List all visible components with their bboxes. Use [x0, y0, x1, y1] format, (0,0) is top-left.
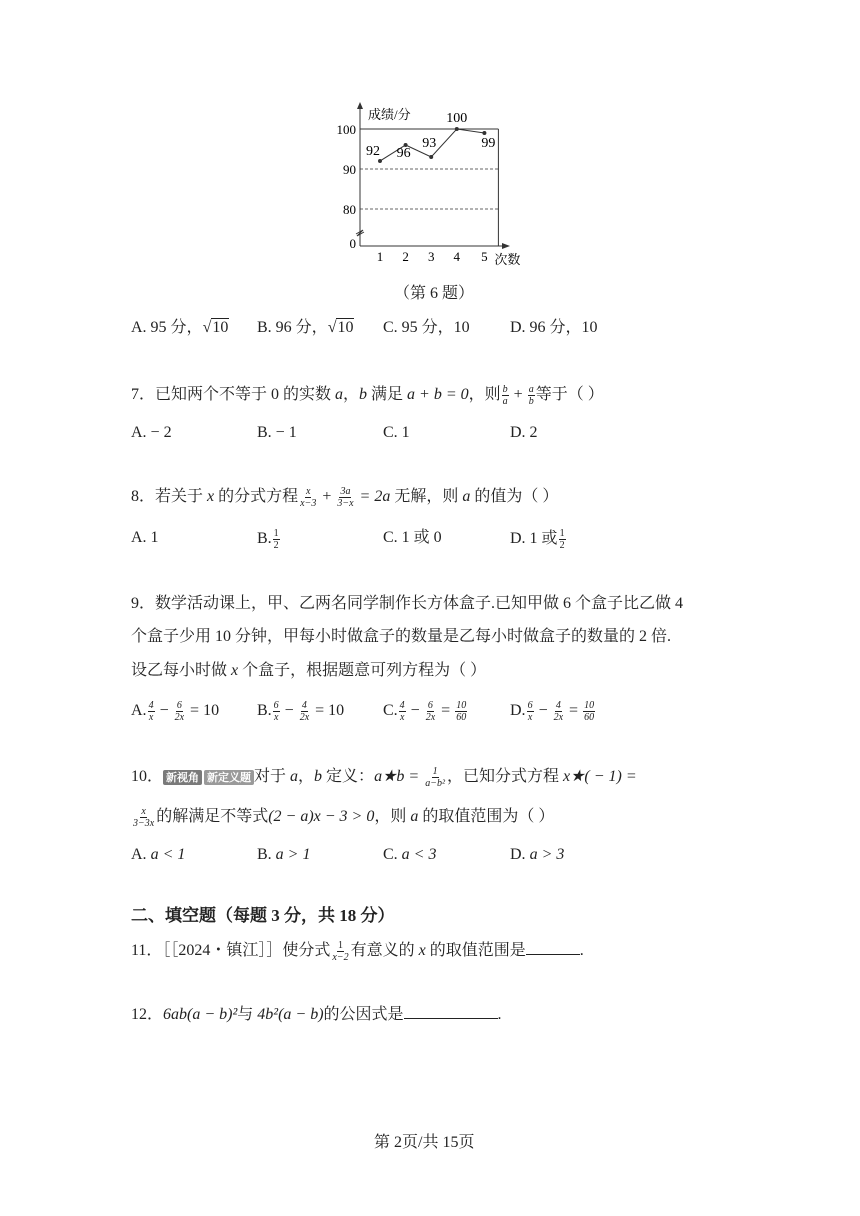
- x-tick-5: 5: [481, 249, 488, 264]
- q7-frac-b-over-a: $\frac{b}{a}$: [502, 384, 508, 407]
- q8-option-c: C. 1 或 0: [383, 529, 442, 546]
- y-tick-80: 80: [343, 202, 356, 217]
- y-axis-label: 成绩/分: [368, 107, 411, 122]
- q10-stem-line-1: 10． 新视角 新定义题 对于 a，b 定义：a★b = $\frac{1}{\text{a−b²}}$ ，已知分式方程 x★( − 1) =: [131, 766, 637, 789]
- q10-option-b: B. a > 1: [257, 846, 311, 863]
- q9-option-c: C. $\frac{4}{x}$ − $\frac{6}{2x}$ = $\frac{10}{60}$: [383, 700, 467, 723]
- q7-option-b: B. − 1: [257, 424, 297, 441]
- q8-stem: 8．若关于 x 的分式方程 $\frac{x}{x-3}$ + $\frac{3a}{3-x}$ = 2a 无解，则 a 的值为（ ）: [131, 486, 559, 509]
- x-tick-3: 3: [427, 249, 435, 264]
- q8-b-frac: $\frac{1}{2}$: [273, 528, 279, 551]
- q9-line-3: 设乙每小时做 x 个盒子，根据题意可列方程为（ ）: [131, 662, 487, 679]
- q6-option-b: B. 96 分，√10: [257, 319, 354, 336]
- q7-option-c: C. 1: [383, 424, 410, 441]
- q8-option-d: D. 1 或 $\frac{1}{2}$: [510, 528, 565, 551]
- q8-frac-2: $\frac{3a}{3-x}$: [337, 486, 354, 509]
- q10-option-a: A. a < 1: [131, 846, 186, 863]
- q6-option-d: D. 96 分，10: [510, 319, 598, 336]
- new-definition-badge: 新定义题: [204, 770, 254, 785]
- figure-caption: （第 6 题）: [394, 285, 475, 302]
- q10-option-c: C. a < 3: [383, 846, 437, 863]
- data-label-4: 100: [446, 111, 468, 126]
- q12-stem: 12．6ab(a − b)²与 4b²(a − b)的公因式是 .: [131, 1006, 502, 1023]
- q11-stem: 11．［［2024・镇江］］使分式 $\frac{1}{x-2}$ 有意义的 x 的取值范围是 .: [131, 940, 584, 963]
- x-axis-arrow: [502, 243, 510, 249]
- q8-option-b: B. $\frac{1}{2}$: [257, 528, 279, 551]
- data-label-1: 92: [366, 144, 380, 159]
- new-perspective-badge: 新视角: [163, 770, 202, 785]
- q8-frac-1: $\frac{x}{x-3}$: [300, 486, 317, 509]
- q9-option-d: D. $\frac{6}{x}$ − $\frac{4}{2x}$ = $\frac{10}{60}$: [510, 700, 595, 723]
- q6-option-a: A. 95 分，√10: [131, 319, 229, 336]
- x-tick-4: 4: [453, 249, 461, 264]
- page-number: 第 2页/共 15页: [374, 1134, 475, 1151]
- data-point-1: [378, 159, 382, 163]
- data-point-4: [455, 127, 459, 131]
- q6-option-c: C. 95 分，10: [383, 319, 470, 336]
- y-axis-arrow: [357, 102, 363, 109]
- data-label-5: 99: [481, 136, 496, 151]
- x-axis-label: 次数: [494, 252, 521, 267]
- q7-option-d: D. 2: [510, 424, 538, 441]
- q9-line-1: 9．数学活动课上，甲、乙两名同学制作长方体盒子.已知甲做 6 个盒子比乙做 4: [131, 595, 684, 612]
- q10-option-d: D. a > 3: [510, 846, 565, 863]
- q9-line-2: 个盒子少用 10 分钟，甲每小时做盒子的数量是乙每小时做盒子的数量的 2 倍.: [131, 628, 672, 645]
- x-tick-1: 1: [376, 249, 384, 264]
- q7-stem: 7．已知两个不等于 0 的实数 a，b 满足 a + b = 0，则 $\frac{b}{a}$ + $\frac{a}{b}$ 等于（ ）: [131, 384, 604, 407]
- data-label-2: 96: [396, 146, 411, 161]
- y-tick-90: 90: [343, 162, 356, 177]
- q8-d-frac: $\frac{1}{2}$: [559, 528, 565, 551]
- data-point-3: [429, 155, 433, 159]
- q6-b-radicand: 10: [337, 319, 354, 336]
- q10-stem-line-2: $\frac{x}{3-3x}$ 的解满足不等式(2 − a)x − 3 > 0，则 a 的取值范围为（ ）: [133, 806, 555, 829]
- q7-frac-a-over-b: $\frac{a}{b}$: [528, 384, 534, 407]
- q8-option-a: A. 1: [131, 529, 159, 546]
- q7-option-a: A. − 2: [131, 424, 172, 441]
- data-point-5: [482, 131, 486, 135]
- y-tick-100: 100: [336, 122, 356, 137]
- score-line-chart: [330, 98, 530, 278]
- x-tick-2: 2: [402, 249, 409, 264]
- section-2-title: 二、填空题（每题 3 分，共 18 分）: [131, 906, 395, 925]
- data-label-3: 93: [422, 136, 437, 151]
- q12-answer-blank[interactable]: [404, 1004, 498, 1019]
- q6-a-radicand: 10: [212, 319, 229, 336]
- q9-option-a: A. $\frac{4}{x}$ − $\frac{6}{2x}$ = 10: [131, 700, 220, 723]
- q11-answer-blank[interactable]: [526, 940, 580, 955]
- q9-option-b: B. $\frac{6}{x}$ − $\frac{4}{2x}$ = 10: [257, 700, 345, 723]
- y-tick-0: 0: [349, 236, 356, 251]
